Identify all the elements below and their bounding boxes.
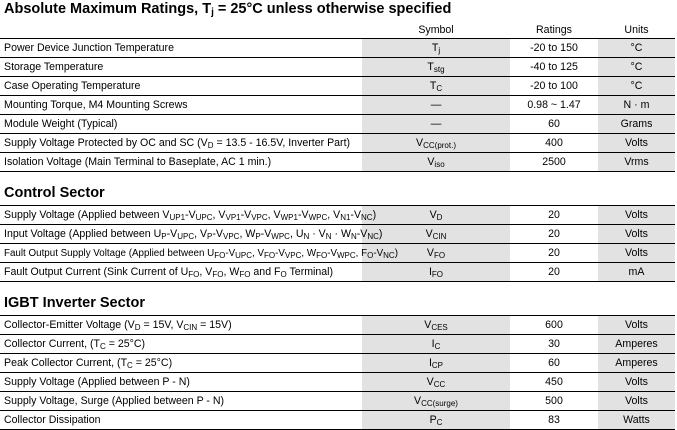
section-title-absolute-max: Absolute Maximum Ratings, $T_j = 25^\circ C$ unless otherwise specified [4,1,452,18]
table-row [0,39,675,58]
text-fragment: and F [250,266,281,278]
text-fragment: , W [223,266,240,278]
text-fragment: CC(surge) [421,399,458,408]
text-fragment: , W [239,228,256,240]
text-fragment: I [431,338,435,350]
table-row [0,354,675,373]
rating-cell: -40 to 125 [510,58,598,77]
text-fragment: stg [433,65,445,74]
symbol-cell [362,354,510,373]
text-fragment: WP1 [280,213,298,222]
unit-cell: Volts [598,392,675,411]
unit-cell: Amperes [598,335,675,354]
symbol-cell [362,392,510,411]
text-fragment: iso [434,160,445,169]
text-fragment: O [367,250,374,260]
text-fragment: C [127,361,133,370]
text-fragment: Mounting Torque, M4 Mounting Screws [4,99,188,111]
igbt-inverter-table [0,315,675,430]
text-fragment: -V [356,228,368,240]
text-fragment: T [427,61,434,73]
table-row [0,411,675,430]
rating-cell: 0.98 ~ 1.47 [510,96,598,115]
text-fragment: Collector Dissipation [4,414,101,426]
text-fragment: -V [212,228,223,240]
table-row [0,316,675,335]
symbol-cell [362,153,510,172]
text-fragment: NC [361,213,373,222]
text-fragment: Case Operating Temperature [4,80,141,92]
header-symbol: Symbol [418,23,454,36]
text-fragment: FO [214,250,226,260]
text-fragment: D [436,213,443,222]
text-fragment: Supply Voltage, Surge (Applied between P - N) [4,395,225,407]
text-fragment: Supply Voltage (Applied between V [4,209,170,221]
text-fragment: -V [275,247,285,259]
text-fragment: , V [252,247,265,259]
table-row [0,392,675,411]
text-fragment: N1 [340,213,351,222]
text-fragment: V [427,156,435,168]
table-row [0,96,675,115]
text-fragment: N [350,232,357,241]
unit-cell: Volts [598,373,675,392]
table-row [0,58,675,77]
unit-cell: Grams [598,115,675,134]
text-fragment: VPC [284,250,302,260]
unit-cell: mA [598,263,675,282]
text-fragment: FO [264,250,276,260]
unit-cell: °C [598,39,675,58]
text-fragment: = 15V) [197,319,232,331]
symbol-cell [362,373,510,392]
text-fragment: I [428,266,432,278]
unit-cell: Amperes [598,354,675,373]
symbol-cell [362,206,510,225]
text-fragment: Supply Voltage Protected by OC and SC (V [4,137,208,149]
parameter-cell [0,354,362,373]
text-fragment: j [438,46,441,55]
text-fragment: -V [225,247,236,259]
text-fragment: = 13.5 - 16.5V, Inverter Part) [213,137,351,149]
text-fragment: C [436,418,443,427]
text-fragment: FO [212,270,224,279]
table-row [0,115,675,134]
text-fragment: -V [350,209,362,221]
unit-cell: Volts [598,206,675,225]
text-fragment: WPC [271,232,290,241]
text-fragment: Peak Collector Current, (T [4,357,128,369]
text-fragment: -V [166,228,178,240]
text-fragment: I [428,357,432,369]
text-fragment: P [429,414,437,426]
symbol-cell [362,134,510,153]
text-fragment: Terminal) [286,266,334,278]
text-fragment: -V [297,209,309,221]
rating-cell: 83 [510,411,598,430]
symbol-cell [362,58,510,77]
table-row [0,373,675,392]
text-fragment: UP1 [169,213,186,222]
table-row [0,206,675,225]
text-fragment: WPC [336,250,356,260]
table-header [0,21,675,39]
text-fragment: V [426,376,434,388]
symbol-cell [362,335,510,354]
text-fragment: C [434,342,441,351]
text-fragment: = 25°C) [132,357,173,369]
text-fragment: V [414,395,422,407]
header-units: Units [624,23,649,36]
text-fragment: P [255,232,261,241]
text-fragment: -V [327,247,337,259]
text-fragment: V [426,247,434,259]
table-row [0,225,675,244]
unit-cell: Volts [598,225,675,244]
parameter-cell [0,115,362,134]
rating-cell: -20 to 100 [510,77,598,96]
unit-cell: N · m [598,96,675,115]
text-fragment: CIN [432,232,447,241]
text-fragment: D [134,323,141,332]
rating-cell: 20 [510,206,598,225]
text-fragment: UPC [195,213,213,222]
text-fragment: WPC [308,213,328,222]
symbol-cell [362,96,510,115]
symbol-cell [362,39,510,58]
text-fragment: P [207,232,213,241]
rating-cell: 20 [510,263,598,282]
section-title-control: Control Sector [4,185,105,201]
text-fragment: · W [331,228,351,240]
text-fragment: V [416,137,424,149]
rating-cell: 20 [510,244,598,263]
text-fragment: NC [367,232,379,241]
parameter-cell [0,225,383,244]
text-fragment: -V [240,209,252,221]
unit-cell: °C [598,58,675,77]
text-fragment: , F [355,247,368,259]
text-fragment: C [436,84,443,93]
symbol-cell [362,225,510,244]
text-fragment: Collector-Emitter Voltage (V [4,319,135,331]
text-fragment: CC [433,380,446,389]
table-row [0,134,675,153]
text-fragment: · V [309,228,326,240]
text-fragment: O [280,270,287,279]
parameter-cell [0,244,398,263]
text-fragment: FO [188,270,200,279]
text-fragment: VP1 [225,213,241,222]
parameter-cell [0,96,362,115]
text-fragment: FO [431,270,444,279]
text-fragment: N [325,232,332,241]
text-fragment: D [207,141,214,150]
parameter-cell [0,263,362,282]
text-fragment: , V [267,209,281,221]
parameter-cell [0,373,362,392]
text-fragment: , V [327,209,341,221]
text-fragment: V [429,209,437,221]
text-fragment: = 15V, V [140,319,184,331]
text-fragment: ) [378,228,383,240]
parameter-cell [0,77,362,96]
text-fragment: NC [383,250,395,260]
table-row [0,153,675,172]
rating-cell: 60 [510,354,598,373]
text-fragment: C [99,342,106,351]
absolute-max-table [0,21,675,172]
text-fragment: Collector Current, (T [4,338,100,350]
unit-cell: Volts [598,316,675,335]
table-row [0,263,675,282]
text-fragment: CES [431,323,448,332]
text-fragment: , W [301,247,317,259]
text-fragment: ) [372,209,377,221]
text-fragment: -V [185,209,196,221]
control-sector-table [0,205,675,282]
unit-cell: Volts [598,244,675,263]
text-fragment: Input Voltage (Applied between U [4,228,162,240]
text-fragment: , U [289,228,304,240]
parameter-cell [0,153,362,172]
unit-cell: Volts [598,134,675,153]
text-fragment: FO [433,251,446,260]
text-fragment: Fault Output Supply Voltage (Applied between U [4,247,215,259]
text-fragment: VPC [251,213,268,222]
parameter-cell [0,335,362,354]
text-fragment: UPC [177,232,195,241]
rating-cell: 20 [510,225,598,244]
text-fragment: CP [431,361,444,370]
parameter-cell [0,58,362,77]
rating-cell: 400 [510,134,598,153]
text-fragment: T [429,80,437,92]
text-fragment: = 25°C) [105,338,146,350]
header-ratings: Ratings [536,23,572,36]
symbol-cell [362,263,510,282]
text-fragment: CC(prot.) [423,141,456,150]
text-fragment: -V [260,228,272,240]
symbol-cell [362,411,510,430]
text-fragment: — [430,99,442,111]
symbol-cell [362,316,510,335]
text-fragment: Module Weight (Typical) [4,118,118,130]
text-fragment: Power Device Junction Temperature [4,42,174,54]
unit-cell: Vrms [598,153,675,172]
rating-cell: 30 [510,335,598,354]
text-fragment: V [425,228,433,240]
text-fragment: UPC [235,250,253,260]
table-row [0,244,675,263]
text-fragment: , V [194,228,208,240]
parameter-cell [0,134,362,153]
parameter-cell [0,316,362,335]
unit-cell: °C [598,77,675,96]
symbol-cell [362,77,510,96]
parameter-cell [0,39,362,58]
text-fragment: VPC [222,232,240,241]
text-fragment: Supply Voltage (Applied between P - N) [4,376,190,388]
text-fragment: FO [239,270,251,279]
table-row [0,77,675,96]
text-fragment: Storage Temperature [4,61,104,73]
section-title-igbt: IGBT Inverter Sector [4,295,146,311]
text-fragment: — [430,118,442,130]
rating-cell: 500 [510,392,598,411]
text-fragment: Fault Output Current (Sink Current of U [4,266,189,278]
text-fragment: , V [199,266,213,278]
text-fragment: Isolation Voltage (Main Terminal to Baseplate, AC 1 min.) [4,156,272,168]
rating-cell: 600 [510,316,598,335]
text-fragment: P [161,232,167,241]
parameter-cell [0,206,377,225]
symbol-cell [362,115,510,134]
text-fragment: T [431,42,439,54]
text-fragment: , V [212,209,226,221]
rating-cell: 2500 [510,153,598,172]
text-fragment: FO [316,250,328,260]
rating-cell: 60 [510,115,598,134]
parameter-cell [0,411,362,430]
table-row [0,335,675,354]
text-fragment: CIN [183,323,198,332]
text-fragment: N [303,232,310,241]
rating-cell: 450 [510,373,598,392]
text-fragment: ) [394,247,398,259]
text-fragment: -V [373,247,384,259]
rating-cell: -20 to 150 [510,39,598,58]
unit-cell: Watts [598,411,675,430]
parameter-cell [0,392,362,411]
text-fragment: V [424,319,432,331]
